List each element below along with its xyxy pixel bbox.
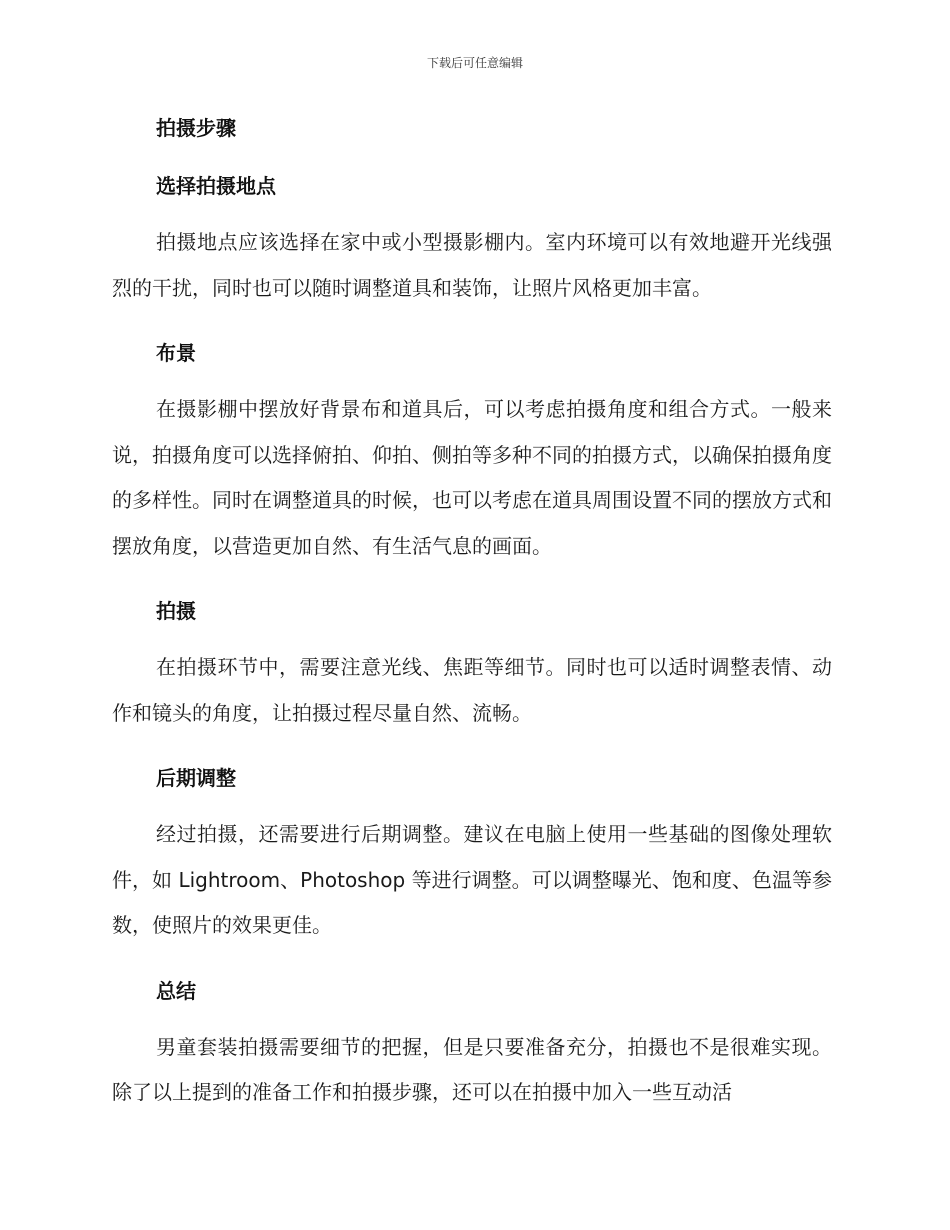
paragraph-summary: 男童套装拍摄需要细节的把握，但是只要准备充分，拍摄也不是很难实现。除了以上提到的准备工作和拍摄步骤，还可以在拍摄中加入一些互动活 <box>112 1034 832 1104</box>
heading-summary: 总结 <box>156 978 196 1003</box>
paragraph-scene-setup: 在摄影棚中摆放好背景布和道具后，可以考虑拍摄角度和组合方式。一般来说，拍摄角度可以选择俯拍、仰拍、侧拍等多种不同的拍摄方式，以确保拍摄角度的多样性。同时在调整道具的时候，也可以考虑在道具周围设置不同的摆放方式和摆放角度，以营造更加自然、有生活气息的画面。 <box>112 397 832 558</box>
heading-post-processing: 后期调整 <box>156 766 236 790</box>
paragraph-shooting: 在拍摄环节中，需要注意光线、焦距等细节。同时也可以适时调整表情、动作和镜头的角度，让拍摄过程尽量自然、流畅。 <box>112 655 832 725</box>
paragraph-post-processing: 经过拍摄，还需要进行后期调整。建议在电脑上使用一些基础的图像处理软件，如 Lightroom、Photoshop 等进行调整。可以调整曝光、饱和度、色温等参数，使照片的效果更佳。 <box>112 822 832 937</box>
heading-shooting: 拍摄 <box>156 599 196 623</box>
paragraph-choose-location: 拍摄地点应该选择在家中或小型摄影棚内。室内环境可以有效地避开光线强烈的干扰，同时也可以随时调整道具和装饰，让照片风格更加丰富。 <box>112 230 832 300</box>
heading-shooting-steps: 拍摄步骤 <box>156 116 236 140</box>
heading-scene-setup: 布景 <box>156 341 196 365</box>
heading-choose-location: 选择拍摄地点 <box>156 174 276 198</box>
header-note: 下载后可任意编辑 <box>426 56 523 70</box>
document-body <box>112 112 832 1116</box>
